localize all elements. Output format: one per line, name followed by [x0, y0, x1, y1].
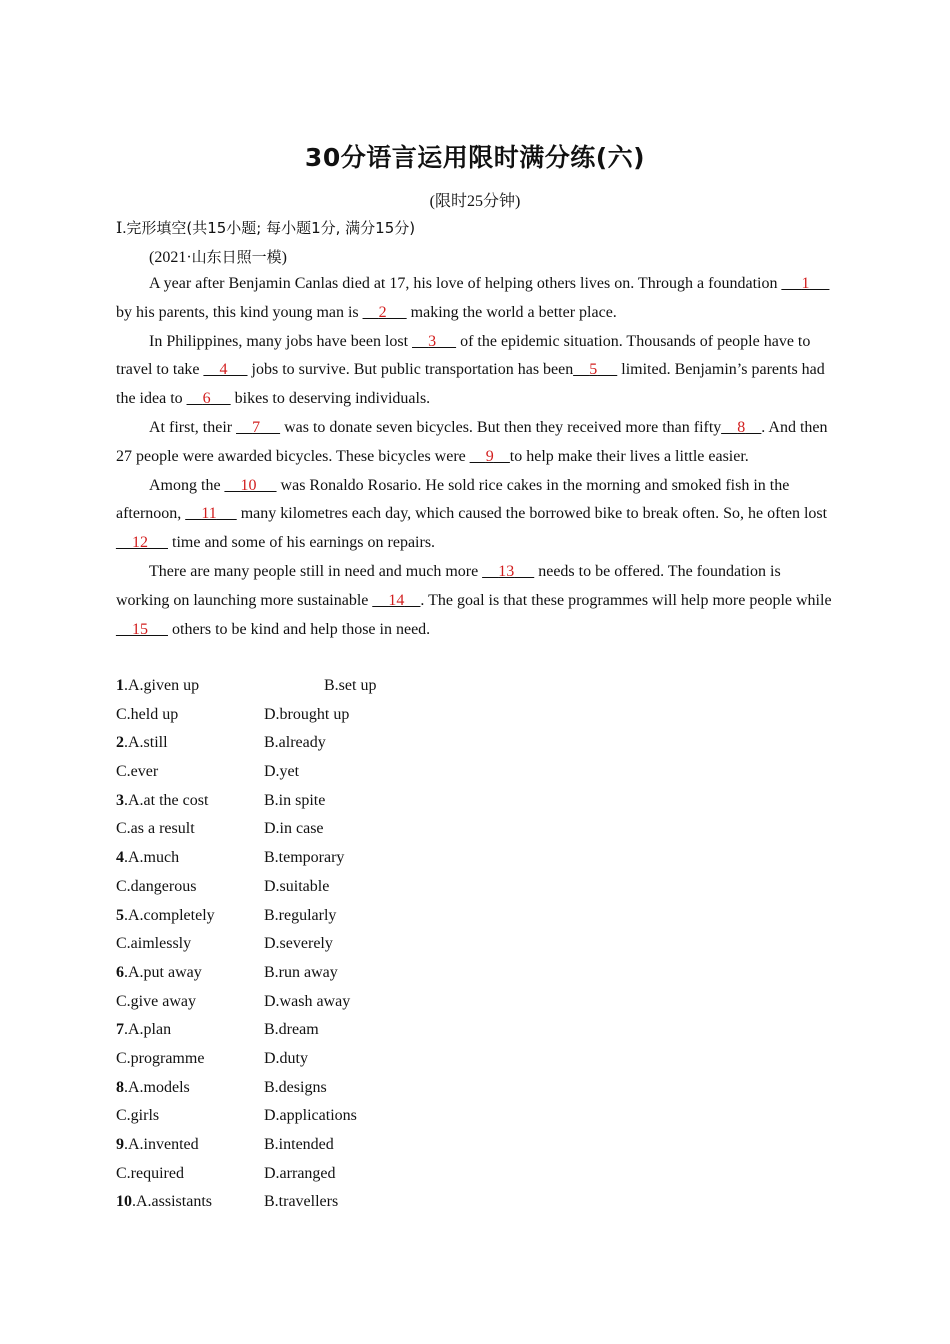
- blank-3: [412, 333, 456, 350]
- blank-line: __: [412, 332, 429, 350]
- blank-number: 14: [388, 591, 405, 609]
- option-text: .A.given up: [124, 677, 200, 694]
- option-right: B.set up: [324, 677, 377, 694]
- passage-text: to help make their lives a little easier.: [509, 447, 749, 465]
- blank-line: __: [203, 361, 220, 379]
- paragraph-3: [116, 414, 836, 472]
- blank-line: __: [148, 534, 168, 552]
- option-row: [116, 1074, 616, 1103]
- option-left: [116, 1188, 212, 1217]
- option-text: .A.still: [124, 734, 168, 752]
- question-number: 9: [116, 1136, 124, 1153]
- option-text: .A.models: [124, 1078, 190, 1096]
- blank-line: __: [721, 418, 738, 436]
- paragraph-4: [116, 472, 836, 558]
- option-right: D.applications: [264, 1107, 357, 1125]
- blank-7: [236, 419, 280, 436]
- passage-text: by his parents, this kind young man is: [116, 303, 363, 321]
- option-row: [116, 672, 616, 701]
- blank-line: __: [116, 534, 132, 552]
- passage-text: A year after Benjamin Canlas died at 17, his love of helping others lives on. Through a foundation: [149, 275, 782, 292]
- option-row: [116, 1016, 616, 1045]
- option-right: D.arranged: [264, 1164, 336, 1182]
- option-text: C.dangerous: [116, 877, 197, 895]
- blank-11: [185, 505, 236, 522]
- blank-line: __: [216, 505, 237, 523]
- option-text: C.give away: [116, 992, 196, 1010]
- blank-5: [573, 361, 617, 378]
- paragraph-1: [116, 270, 836, 328]
- blank-number: 4: [219, 361, 228, 379]
- option-right: D.yet: [264, 763, 300, 781]
- blank-line: __: [404, 591, 421, 609]
- option-left: [116, 787, 208, 816]
- blank-line: __: [493, 447, 510, 465]
- option-text: .A.at the cost: [124, 791, 209, 809]
- option-left: [116, 1045, 204, 1074]
- blank-line: __: [372, 591, 389, 609]
- option-text: C.ever: [116, 763, 159, 781]
- blank-9: [470, 448, 510, 465]
- passage-text: There are many people still in need and much more: [149, 562, 483, 580]
- option-right: D.brought up: [264, 705, 350, 723]
- option-left: [116, 988, 196, 1017]
- source-close: ): [281, 249, 287, 266]
- option-left: [116, 758, 158, 787]
- blank-number: 10: [240, 476, 257, 494]
- option-right: B.run away: [264, 963, 338, 981]
- blank-2: [363, 304, 407, 321]
- question-number: 2: [116, 734, 124, 752]
- option-right: B.intended: [264, 1136, 334, 1153]
- blank-number: 11: [201, 505, 217, 523]
- option-right: D.duty: [264, 1049, 308, 1067]
- blank-line: __: [597, 361, 618, 379]
- option-row: [116, 1045, 616, 1074]
- passage-text: . And then 27 people were awarded bicycles. These bicycles were: [116, 418, 828, 465]
- question-number: 5: [116, 906, 124, 924]
- blank-line: __: [386, 303, 407, 321]
- option-row: [116, 844, 616, 873]
- question-number: 6: [116, 963, 124, 981]
- option-left: [116, 873, 196, 902]
- source-place: 山东日照一模: [191, 248, 282, 266]
- option-left: [116, 902, 215, 931]
- blank-line: __: [148, 620, 168, 638]
- blank-line: __: [256, 476, 277, 494]
- option-text: .A.invented: [124, 1136, 199, 1153]
- option-left: [116, 1102, 159, 1131]
- paragraph-2: [116, 328, 836, 414]
- blank-line: __: [781, 275, 802, 292]
- option-right: B.temporary: [264, 849, 345, 867]
- passage-text: was to donate seven bicycles. But then they received more than fifty: [280, 418, 722, 436]
- blank-4: [204, 361, 248, 378]
- blank-number: 8: [737, 418, 746, 436]
- option-row: [116, 701, 616, 730]
- question-number: 1: [116, 677, 124, 694]
- option-left: [116, 1074, 190, 1103]
- blank-number: 15: [132, 620, 148, 638]
- passage-text: bikes to deserving individuals.: [230, 390, 431, 408]
- option-right: D.severely: [264, 935, 333, 953]
- option-row: [116, 1160, 616, 1189]
- question-number: 10: [116, 1193, 132, 1211]
- blank-line: __: [745, 418, 762, 436]
- question-number: 3: [116, 791, 124, 809]
- section-numeral: Ⅰ.: [116, 220, 127, 237]
- option-text: .A.plan: [124, 1021, 172, 1039]
- blank-number: 9: [485, 447, 494, 465]
- option-text: .A.put away: [124, 963, 202, 981]
- option-row: [116, 1188, 616, 1217]
- option-right: D.in case: [264, 820, 324, 838]
- option-right: D.suitable: [264, 877, 330, 895]
- option-left: [116, 672, 199, 701]
- option-left: [116, 815, 195, 844]
- blank-line: __: [469, 447, 486, 465]
- cloze-passage: [116, 270, 836, 644]
- option-right: B.dream: [264, 1021, 319, 1039]
- option-text: C.held up: [116, 705, 179, 723]
- option-row: [116, 815, 616, 844]
- source-year: (2021·: [149, 249, 192, 266]
- passage-text: At first, their: [149, 418, 237, 436]
- blank-1: [781, 275, 829, 292]
- blank-line: __: [224, 476, 241, 494]
- option-left: [116, 844, 179, 873]
- section-heading: [116, 217, 415, 238]
- option-right: B.already: [264, 734, 326, 752]
- time-limit: (限时25分钟): [429, 193, 521, 210]
- option-row: [116, 930, 616, 959]
- blank-line: __: [260, 418, 281, 436]
- passage-text: In Philippines, many jobs have been lost: [149, 332, 413, 350]
- blank-number: 1: [801, 275, 810, 292]
- option-text: C.programme: [116, 1049, 205, 1067]
- option-row: [116, 959, 616, 988]
- option-right: D.wash away: [264, 992, 351, 1010]
- option-right: B.regularly: [264, 906, 337, 924]
- option-text: C.aimlessly: [116, 935, 192, 953]
- blank-8: [721, 419, 761, 436]
- option-row: [116, 873, 616, 902]
- option-left: [116, 729, 168, 758]
- blank-number: 5: [589, 361, 598, 379]
- blank-6: [187, 390, 231, 407]
- blank-line: __: [809, 275, 830, 292]
- option-row: [116, 787, 616, 816]
- option-left: [116, 930, 191, 959]
- passage-text: jobs to survive. But public transportation has been: [247, 361, 574, 379]
- option-text: .A.much: [124, 849, 180, 867]
- passage-source: [149, 246, 287, 267]
- question-number: 4: [116, 849, 124, 867]
- option-left: [116, 1131, 199, 1160]
- blank-number: 13: [498, 562, 515, 580]
- blank-line: __: [210, 390, 231, 408]
- blank-line: __: [436, 332, 457, 350]
- option-left: [116, 1160, 184, 1189]
- option-text: C.required: [116, 1164, 184, 1182]
- option-right: B.designs: [264, 1078, 327, 1096]
- blank-number: 3: [428, 332, 437, 350]
- passage-text: time and some of his earnings on repairs.: [168, 534, 436, 552]
- option-row: [116, 1102, 616, 1131]
- passage-text: many kilometres each day, which caused the borrowed bike to break often. So, he often lost: [236, 505, 828, 523]
- passage-text: was Ronaldo Rosario. He sold rice cakes in the morning and smoked fish in the afternoon,: [116, 476, 790, 523]
- option-left: [116, 1016, 171, 1045]
- passage-text: of the epidemic situation. Thousands of people have to travel to take: [116, 332, 811, 379]
- option-row: [116, 758, 616, 787]
- option-text: .A.assistants: [132, 1193, 212, 1211]
- section-detail: (共15小题; 每小题1分, 满分15分): [186, 219, 416, 237]
- blank-line: __: [482, 562, 499, 580]
- blank-line: __: [362, 303, 379, 321]
- blank-number: 12: [132, 534, 148, 552]
- option-left: [116, 959, 202, 988]
- option-row: [116, 729, 616, 758]
- blank-line: __: [116, 620, 132, 638]
- blank-line: __: [573, 361, 590, 379]
- blank-15: [116, 621, 168, 638]
- option-text: C.girls: [116, 1107, 160, 1125]
- passage-text: limited. Benjamin’s parents had the idea to: [116, 361, 825, 408]
- blank-12: [116, 534, 168, 551]
- blank-line: __: [185, 505, 202, 523]
- blank-number: 7: [252, 418, 261, 436]
- blank-number: 2: [378, 303, 387, 321]
- option-row: [116, 1131, 616, 1160]
- blank-14: [372, 592, 420, 609]
- answer-options: [116, 672, 616, 1217]
- passage-text: others to be kind and help those in need.: [168, 620, 431, 638]
- section-name: 完形填空: [126, 219, 187, 237]
- option-text: .A.completely: [124, 906, 215, 924]
- option-row: [116, 902, 616, 931]
- question-number: 7: [116, 1021, 124, 1039]
- passage-text: Among the: [149, 476, 225, 494]
- option-row: [116, 988, 616, 1017]
- passage-text: making the world a better place.: [406, 303, 617, 321]
- option-right: B.in spite: [264, 791, 326, 809]
- paragraph-5: [116, 558, 836, 644]
- blank-10: [225, 477, 277, 494]
- option-right: B.travellers: [264, 1193, 339, 1211]
- option-left: [116, 701, 178, 730]
- passage-text: needs to be offered. The foundation is working on launching more sustainable: [116, 562, 781, 609]
- blank-13: [482, 563, 534, 580]
- page-title: 30分语言运用限时满分练(六): [304, 143, 646, 172]
- blank-number: 6: [202, 390, 211, 408]
- option-text: C.as a result: [116, 820, 195, 838]
- passage-text: . The goal is that these programmes will help more people while: [420, 591, 832, 609]
- question-number: 8: [116, 1078, 124, 1096]
- blank-line: __: [186, 390, 203, 408]
- blank-line: __: [236, 418, 253, 436]
- blank-line: __: [227, 361, 248, 379]
- blank-line: __: [514, 562, 535, 580]
